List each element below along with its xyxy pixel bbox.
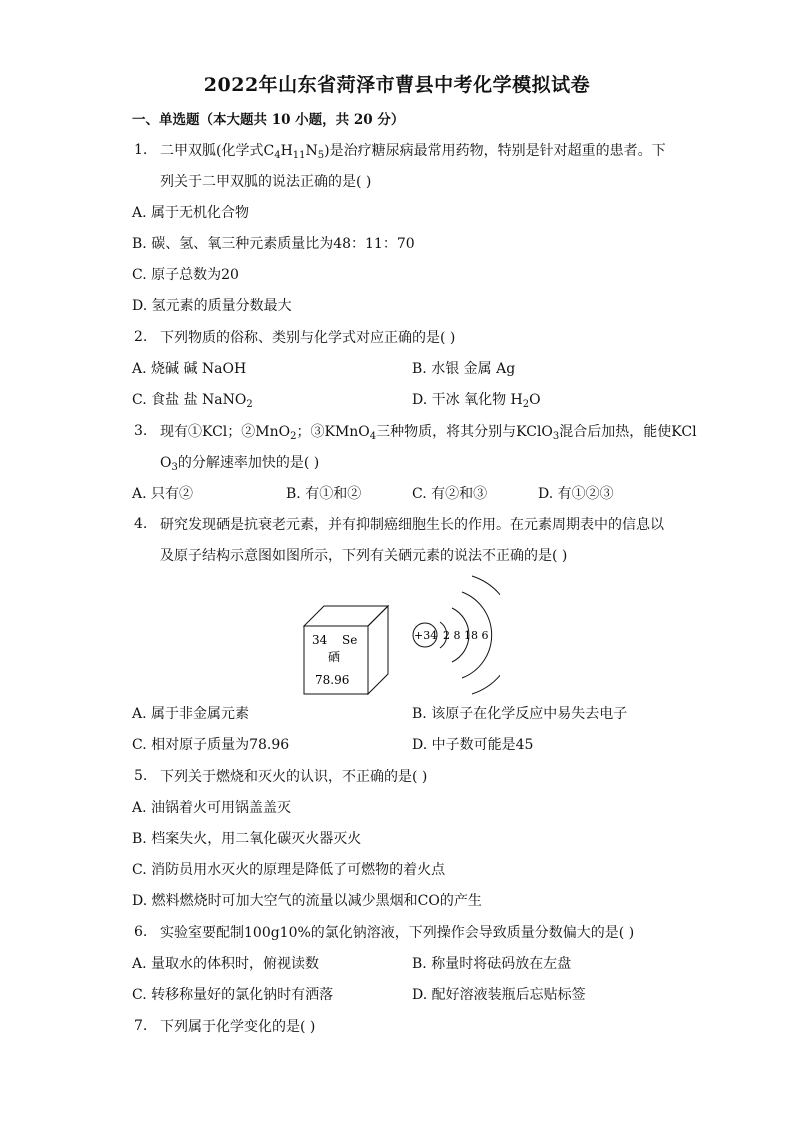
atom-structure-diagram	[413, 576, 500, 694]
section-heading: 一、单选题（本大题共 10 小题，共 20 分）	[132, 112, 405, 128]
question-number: 5.	[134, 768, 148, 784]
option-c[interactable]: C. 消防员用水灭火的原理是降低了可燃物的着火点	[132, 862, 446, 878]
question-4-text-2: 及原子结构示意图如图所示，下列有关硒元素的说法不正确的是( )	[160, 548, 568, 564]
option-a[interactable]: A. 烧碱 碱 NaOH	[132, 361, 247, 377]
option-a[interactable]: A. 油锅着火可用锅盖盖灭	[132, 800, 292, 816]
option-d[interactable]: D. 氢元素的质量分数最大	[132, 298, 292, 314]
nucleus-charge: +34	[414, 629, 438, 642]
question-3-text-2: $O_3$的分解速率加快的是( )	[160, 455, 320, 473]
option-c[interactable]: C. 相对原子质量为78.96	[132, 737, 290, 753]
option-d[interactable]: D. 燃料燃烧时可加大空气的流量以减少黑烟和CO的产生	[132, 893, 482, 909]
option-a[interactable]: A. 属于非金属元素	[132, 706, 250, 722]
option-b[interactable]: B. 该原子在化学反应中易失去电子	[412, 706, 628, 722]
option-a[interactable]: A. 量取水的体积时，俯视读数	[132, 956, 320, 972]
option-a[interactable]: A. 只有②	[132, 486, 194, 502]
question-7-text: 下列属于化学变化的是( )	[160, 1019, 316, 1035]
question-1-text-2: 列关于二甲双胍的说法正确的是( )	[160, 174, 372, 190]
option-b[interactable]: B. 称量时将砝码放在左盘	[412, 956, 572, 972]
option-d[interactable]: D. 中子数可能是45	[412, 737, 534, 753]
option-d[interactable]: D. 干冰 氧化物 $H_2O$	[412, 392, 541, 410]
question-number: 1.	[134, 142, 148, 158]
question-number: 3.	[134, 423, 148, 439]
element-mass: 78.96	[315, 673, 350, 687]
question-2-text: 下列物质的俗称、类别与化学式对应正确的是( )	[160, 330, 456, 346]
element-symbol: Se	[342, 633, 358, 647]
question-number: 4.	[134, 516, 148, 532]
selenium-figure	[300, 570, 500, 700]
option-c[interactable]: C. 有②和③	[412, 486, 488, 502]
element-number: 34	[312, 633, 328, 647]
option-d[interactable]: D. 配好溶液装瓶后忘贴标签	[412, 987, 586, 1003]
option-a[interactable]: A. 属于无机化合物	[132, 205, 250, 221]
question-6-text: 实验室要配制100g10%的氯化钠溶液，下列操作会导致质量分数偏大的是( )	[160, 925, 635, 941]
question-number: 7.	[134, 1018, 148, 1034]
option-b[interactable]: B. 水银 金属 Ag	[412, 361, 516, 377]
element-name: 硒	[328, 650, 341, 664]
periodic-table-cell	[304, 606, 388, 694]
question-1-text: 二甲双胍(化学式$C_4H_{11}N_5$)是治疗糖尿病最常用药物，特别是针对超重的患者。下	[160, 143, 666, 161]
question-number: 6.	[134, 924, 148, 940]
option-b[interactable]: B. 档案失火，用二氧化碳灭火器灭火	[132, 831, 362, 847]
question-number: 2.	[134, 329, 148, 345]
option-d[interactable]: D. 有①②③	[538, 486, 614, 502]
question-5-text: 下列关于燃烧和灭火的认识，不正确的是( )	[160, 769, 428, 785]
option-c[interactable]: C. 食盐 盐 NaNO$_2$	[132, 392, 253, 410]
page-title: 2022年山东省菏泽市曹县中考化学模拟试卷	[203, 74, 591, 96]
option-c[interactable]: C. 转移称量好的氯化钠时有洒落	[132, 987, 334, 1003]
option-b[interactable]: B. 有①和②	[286, 486, 362, 502]
option-c[interactable]: C. 原子总数为20	[132, 267, 239, 283]
option-b[interactable]: B. 碳、氢、氧三种元素质量比为48：11：70	[132, 236, 415, 252]
question-4-text: 研究发现硒是抗衰老元素，并有抑制癌细胞生长的作用。在元素周期表中的信息以	[160, 517, 664, 533]
question-3-text: 现有①KCl；②MnO$_2$；③KMnO$_4$三种物质，将其分别与KClO$_3$混合后加热，能使KCl	[160, 424, 697, 442]
shell-electrons: 2 8 18 6	[443, 629, 489, 642]
